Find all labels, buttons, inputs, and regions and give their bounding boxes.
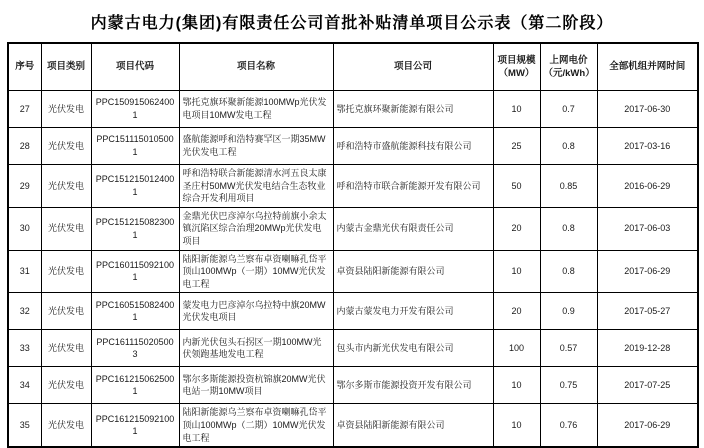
grid-date-cell: 2016-06-29 — [597, 165, 698, 208]
table-row — [8, 165, 698, 208]
company-cell: 鄂托克旗环聚新能源有限公司 — [333, 91, 493, 128]
grid-date-cell: 2017-03-16 — [597, 128, 698, 165]
category-cell: 光伏发电 — [41, 91, 91, 128]
grid-date-cell: 2019-12-28 — [597, 330, 698, 367]
grid-date-cell: 2017-06-29 — [597, 404, 698, 447]
grid-date-cell: 2017-06-03 — [597, 207, 698, 250]
table-row — [8, 293, 698, 330]
name-cell: 金鼎光伏巴彦淖尔乌拉特前旗小余太镇沉陷区综合治理20MWp光伏发电项目 — [179, 207, 333, 250]
company-cell: 内蒙古金鼎光伏有限责任公司 — [333, 207, 493, 250]
no-cell: 29 — [8, 165, 41, 208]
header-row — [8, 43, 698, 91]
grid-date-cell: 2017-07-25 — [597, 367, 698, 404]
capacity-mw-cell: 50 — [493, 165, 540, 208]
code-cell: PPC1611150205003 — [91, 330, 179, 367]
name-cell: 呼和浩特联合新能源清水河五良太康圣庄村50MW光伏发电结合生态牧业综合开发利用项目 — [179, 165, 333, 208]
capacity-mw-cell: 10 — [493, 250, 540, 293]
table-header — [8, 43, 698, 91]
table-body — [8, 91, 698, 448]
no-cell: 32 — [8, 293, 41, 330]
code-cell: PPC1605150824001 — [91, 293, 179, 330]
price-cell: 0.76 — [540, 404, 597, 447]
category-cell: 光伏发电 — [41, 207, 91, 250]
name-cell: 陆阳新能源乌兰察布卓资喇嘛孔岱平顶山100MWp（一期）10MW光伏发电工程 — [179, 250, 333, 293]
company-cell: 呼和浩特市联合新能源开发有限公司 — [333, 165, 493, 208]
code-cell: PPC1512150823001 — [91, 207, 179, 250]
name-cell: 蒙发电力巴彦淖尔乌拉特中旗20MW光伏发电项目 — [179, 293, 333, 330]
column-header-no: 序号 — [8, 43, 41, 91]
name-cell: 内新光伏包头石拐区一期100MW光伏领跑基地发电工程 — [179, 330, 333, 367]
company-cell: 卓资县陆阳新能源有限公司 — [333, 250, 493, 293]
category-cell: 光伏发电 — [41, 330, 91, 367]
company-cell: 卓资县陆阳新能源有限公司 — [333, 404, 493, 447]
no-cell: 30 — [8, 207, 41, 250]
grid-date-cell: 2017-06-29 — [597, 250, 698, 293]
category-cell: 光伏发电 — [41, 165, 91, 208]
category-cell: 光伏发电 — [41, 128, 91, 165]
column-header-name: 项目名称 — [179, 43, 333, 91]
price-cell: 0.8 — [540, 207, 597, 250]
no-cell: 33 — [8, 330, 41, 367]
column-header-code: 项目代码 — [91, 43, 179, 91]
code-cell: PPC1511150105001 — [91, 128, 179, 165]
column-header-category: 项目类别 — [41, 43, 91, 91]
name-cell: 陆阳新能源乌兰察布卓资喇嘛孔岱平顶山100MWp（二期）10MW光伏发电工程 — [179, 404, 333, 447]
category-cell: 光伏发电 — [41, 293, 91, 330]
code-cell: PPC1512150124001 — [91, 165, 179, 208]
category-cell: 光伏发电 — [41, 367, 91, 404]
price-cell: 0.8 — [540, 128, 597, 165]
table-row — [8, 207, 698, 250]
column-header-capacity: 项目规模（MW） — [493, 43, 540, 91]
price-cell: 0.8 — [540, 250, 597, 293]
code-cell: PPC1509150624001 — [91, 91, 179, 128]
table-row — [8, 91, 698, 128]
table-row — [8, 330, 698, 367]
price-cell: 0.7 — [540, 91, 597, 128]
name-cell: 鄂尔多斯能源投资杭锦旗20MW光伏电站一期10MW项目 — [179, 367, 333, 404]
code-cell: PPC1601150921001 — [91, 250, 179, 293]
price-cell: 0.75 — [540, 367, 597, 404]
price-cell: 0.57 — [540, 330, 597, 367]
company-cell: 鄂尔多斯市能源投资开发有限公司 — [333, 367, 493, 404]
capacity-mw-cell: 10 — [493, 367, 540, 404]
capacity-mw-cell: 20 — [493, 293, 540, 330]
code-cell: PPC1612150921001 — [91, 404, 179, 447]
company-cell: 内蒙古蒙发电力开发有限公司 — [333, 293, 493, 330]
code-cell: PPC1612150625001 — [91, 367, 179, 404]
price-cell: 0.9 — [540, 293, 597, 330]
no-cell: 35 — [8, 404, 41, 447]
table-row — [8, 128, 698, 165]
table-row — [8, 404, 698, 447]
no-cell: 34 — [8, 367, 41, 404]
no-cell: 31 — [8, 250, 41, 293]
column-header-company: 项目公司 — [333, 43, 493, 91]
category-cell: 光伏发电 — [41, 250, 91, 293]
capacity-mw-cell: 25 — [493, 128, 540, 165]
grid-date-cell: 2017-05-27 — [597, 293, 698, 330]
column-header-price: 上网电价（元/kWh） — [540, 43, 597, 91]
capacity-mw-cell: 20 — [493, 207, 540, 250]
table-row — [8, 250, 698, 293]
name-cell: 鄂托克旗环聚新能源100MWp光伏发电项目10MW发电工程 — [179, 91, 333, 128]
company-cell: 呼和浩特市盛航能源科技有限公司 — [333, 128, 493, 165]
column-header-grid-date: 全部机组并网时间 — [597, 43, 698, 91]
no-cell: 27 — [8, 91, 41, 128]
name-cell: 盛航能源呼和浩特赛罕区一期35MW光伏发电工程 — [179, 128, 333, 165]
category-cell: 光伏发电 — [41, 404, 91, 447]
capacity-mw-cell: 100 — [493, 330, 540, 367]
capacity-mw-cell: 10 — [493, 91, 540, 128]
price-cell: 0.85 — [540, 165, 597, 208]
subsidy-table — [7, 42, 699, 448]
capacity-mw-cell: 10 — [493, 404, 540, 447]
no-cell: 28 — [8, 128, 41, 165]
page-title: 内蒙古电力(集团)有限责任公司首批补贴清单项目公示表（第二阶段） — [90, 15, 614, 32]
grid-date-cell: 2017-06-30 — [597, 91, 698, 128]
table-row — [8, 367, 698, 404]
company-cell: 包头市内新光伏发电有限公司 — [333, 330, 493, 367]
